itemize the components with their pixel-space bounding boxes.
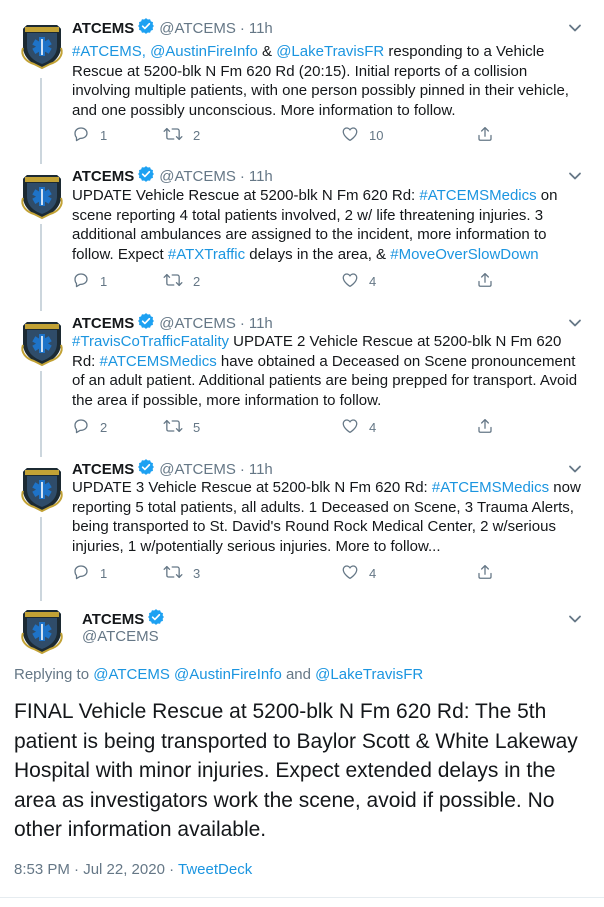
share-button[interactable] — [476, 563, 494, 584]
replying-mentions — [93, 666, 423, 683]
handle[interactable]: @ATCEMS — [159, 19, 236, 37]
verified-badge-icon — [137, 17, 155, 39]
separator-dot: · — [239, 460, 245, 478]
chevron-down-icon[interactable] — [568, 168, 582, 186]
text-link[interactable]: , — [141, 43, 151, 60]
like-button[interactable] — [341, 271, 376, 292]
retweets-count: 2 — [193, 127, 201, 143]
timestamp[interactable]: 11h — [248, 167, 273, 185]
tweet-text — [72, 186, 582, 264]
tweet-text-segment: have obtained a Deceased on Scene pronouncement of an adult patient. Additional patients are being prepped for transport. Avoid the area if possible, more information to follow. — [72, 352, 578, 409]
separator-dot: · — [239, 19, 245, 37]
share-icon — [476, 271, 494, 292]
retweet-button[interactable] — [163, 563, 200, 584]
full-timestamp[interactable]: 8:53 PM · Jul 22, 2020 — [14, 861, 165, 878]
avatar[interactable] — [17, 605, 67, 655]
share-icon — [476, 563, 494, 584]
like-button[interactable] — [341, 125, 383, 146]
likes-count: 10 — [369, 127, 384, 143]
retweet-icon — [163, 271, 183, 292]
hashtag-link[interactable]: #ATCEMSMedics — [431, 479, 550, 496]
reply-button[interactable] — [72, 417, 107, 438]
replies-count: 1 — [100, 273, 108, 289]
tweet-text-segment: now reporting 5 total patients, all adults. 1 Deceased on Scene, 3 Trauma Alerts, being transported to St. David's Round Rock Medical Center, 2 w/serious injuries, 1 w/potentially serious injuries. More to follow... — [72, 479, 581, 555]
avatar[interactable] — [17, 20, 67, 70]
heart-icon — [341, 125, 359, 146]
tweet[interactable] — [0, 296, 604, 442]
likes-count: 4 — [369, 419, 377, 435]
tweet-text — [72, 42, 582, 120]
likes-count: 4 — [369, 273, 377, 289]
retweet-button[interactable] — [163, 417, 200, 438]
heart-icon — [341, 271, 359, 292]
mention-link[interactable]: @AustinFireInfo — [174, 666, 282, 683]
source-link[interactable]: TweetDeck — [178, 861, 253, 878]
tweet-actions — [72, 125, 512, 145]
display-name[interactable]: ATCEMS — [72, 314, 135, 332]
timestamp[interactable]: 11h — [248, 460, 273, 478]
tweet-text-segment: on scene reporting 4 total patients involved, 2 w/ life threatening injuries. 3 additional ambulances are assigned to the incident, more information to follow. Expect — [72, 187, 558, 263]
chevron-down-icon[interactable] — [568, 611, 582, 629]
tweet-header — [72, 17, 273, 39]
hashtag-link[interactable]: #ATCEMSMedics — [419, 187, 537, 204]
retweet-button[interactable] — [163, 125, 200, 146]
chevron-down-icon[interactable] — [568, 461, 582, 479]
mention-link[interactable]: @LakeTravisFR — [315, 666, 424, 683]
reply-button[interactable] — [72, 271, 107, 292]
display-name[interactable]: ATCEMS — [82, 610, 145, 628]
display-name[interactable]: ATCEMS — [72, 460, 135, 478]
tweet-text — [72, 332, 582, 410]
verified-badge-icon — [137, 458, 155, 480]
timestamp[interactable]: 11h — [248, 314, 273, 332]
verified-badge-icon — [137, 312, 155, 334]
reply-icon — [72, 271, 90, 292]
mention-link[interactable]: @ATCEMS — [93, 666, 170, 683]
tweet-actions — [72, 417, 512, 437]
replies-count: 2 — [100, 419, 108, 435]
hashtag-link[interactable]: #ATCEMS — [72, 43, 142, 60]
share-button[interactable] — [476, 125, 494, 146]
reply-button[interactable] — [72, 563, 107, 584]
likes-count: 4 — [369, 565, 377, 581]
tweet-header — [72, 165, 273, 187]
replying-to — [14, 666, 423, 683]
tweet-text-segment: UPDATE 3 Vehicle Rescue at 5200-blk N Fm 620 Rd: — [72, 479, 432, 496]
handle[interactable]: @ATCEMS — [159, 314, 236, 332]
replies-count: 1 — [100, 565, 108, 581]
tweet-header — [72, 458, 273, 480]
chevron-down-icon[interactable] — [568, 315, 582, 333]
retweet-icon — [163, 125, 183, 146]
heart-icon — [341, 417, 359, 438]
like-button[interactable] — [341, 563, 376, 584]
reply-icon — [72, 563, 90, 584]
retweets-count: 3 — [193, 565, 201, 581]
tweet-text — [72, 478, 582, 556]
final-header — [82, 608, 169, 630]
verified-badge-icon — [137, 165, 155, 187]
separator-dot: · — [164, 861, 178, 878]
hashtag-link[interactable]: #TravisCoTrafficFatality — [72, 333, 229, 350]
avatar[interactable] — [17, 317, 67, 367]
chevron-down-icon[interactable] — [568, 20, 582, 38]
avatar[interactable] — [17, 463, 67, 513]
display-name[interactable]: ATCEMS — [72, 167, 135, 185]
tweet[interactable] — [0, 442, 604, 594]
share-button[interactable] — [476, 417, 494, 438]
share-button[interactable] — [476, 271, 494, 292]
tweet-text-segment: & — [257, 43, 277, 60]
verified-badge-icon — [147, 608, 165, 630]
tweet-header — [72, 312, 273, 334]
retweets-count: 2 — [193, 273, 201, 289]
divider — [0, 897, 604, 898]
separator-dot: · — [239, 314, 245, 332]
final-tweet-text: FINAL Vehicle Rescue at 5200-blk N Fm 620 Rd: The 5th patient is being transported to Baylor Scott & White Lakeway Hospital with minor injuries. Expect extended delays in the area as investigators work the scene, avoid if possible. No other information available. — [14, 700, 578, 841]
reply-button[interactable] — [72, 125, 107, 146]
retweet-icon — [163, 417, 183, 438]
avatar[interactable] — [17, 170, 67, 220]
tweet-text-segment: delays in the area, & — [245, 245, 391, 263]
tweet-actions — [72, 271, 512, 291]
retweet-button[interactable] — [163, 271, 200, 292]
tweet-text-segment: UPDATE 2 Vehicle Rescue at 5200-blk N Fm 620 Rd: — [72, 333, 562, 370]
tweet-actions — [72, 563, 512, 583]
hashtag-link[interactable]: #ATCEMSMedics — [99, 352, 217, 370]
hashtag-link[interactable]: #MoveOverSlowDown — [390, 245, 539, 263]
separator-dot: · — [239, 167, 245, 185]
replies-count: 1 — [100, 127, 108, 143]
reply-icon — [72, 125, 90, 146]
hashtag-link[interactable]: #ATXTraffic — [167, 245, 246, 263]
retweets-count: 5 — [193, 419, 201, 435]
retweet-icon — [163, 563, 183, 584]
replying-label: Replying to — [14, 666, 94, 683]
tweet-text-segment: responding to a Vehicle Rescue at 5200-blk N Fm 620 Rd (20:15). Initial reports of a collision involving multiple patients, with one person possibly pinned in their vehicle, and one possibly unconscious. More information to follow. — [72, 43, 569, 119]
share-icon — [476, 125, 494, 146]
tweet[interactable] — [0, 0, 604, 150]
tweet-footer — [14, 861, 252, 878]
tweet-text-segment: UPDATE Vehicle Rescue at 5200-blk N Fm 620 Rd: — [72, 187, 420, 204]
like-button[interactable] — [341, 417, 376, 438]
timestamp[interactable]: 11h — [248, 19, 273, 37]
mention-link[interactable]: @LakeTravisFR — [276, 43, 385, 60]
handle[interactable]: @ATCEMS — [82, 628, 159, 645]
display-name[interactable]: ATCEMS — [72, 19, 135, 37]
share-icon — [476, 417, 494, 438]
heart-icon — [341, 563, 359, 584]
handle[interactable]: @ATCEMS — [159, 167, 236, 185]
reply-icon — [72, 417, 90, 438]
handle[interactable]: @ATCEMS — [159, 460, 236, 478]
replying-text: and — [281, 666, 316, 683]
mention-link[interactable]: @AustinFireInfo — [150, 43, 258, 60]
tweet[interactable] — [0, 150, 604, 296]
